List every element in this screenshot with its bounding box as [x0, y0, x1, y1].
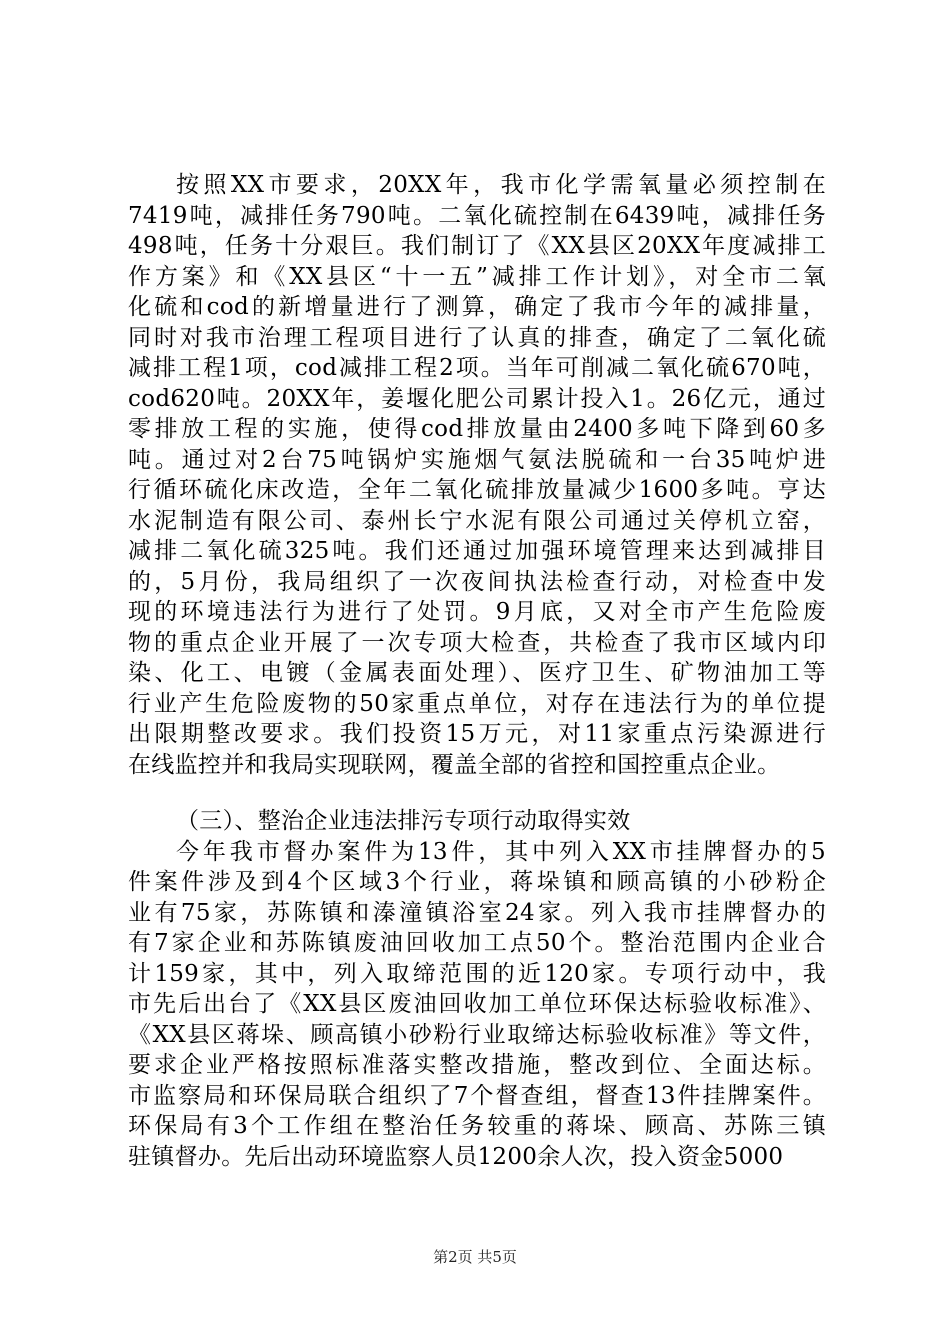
- text-line: 7419吨，减排任务790吨。二氧化硫控制在6439吨，减排任务: [128, 202, 826, 229]
- text-line: 零排放工程的实施，使得cod排放量由2400多吨下降到60多: [128, 416, 826, 442]
- text-line: 498吨，任务十分艰巨。我们制订了《XX县区20XX年度减排工: [128, 233, 826, 259]
- text-line: 行循环硫化床改造，全年二氧化硫排放量减少1600多吨。亨达: [128, 477, 826, 503]
- text-line: 今年我市督办案件为13件，其中列入XX市挂牌督办的5: [176, 838, 826, 865]
- text-line: 市监察局和环保局联合组织了7个督查组，督查13件挂牌案件。: [128, 1082, 826, 1109]
- text-line: 计159家，其中，列入取缔范围的近120家。专项行动中，我: [128, 960, 826, 987]
- text-line: 化硫和cod的新增量进行了测算，确定了我市今年的减排量，: [128, 294, 826, 320]
- paragraph-special-action: [128, 837, 826, 1173]
- section-heading-3: （三）、整治企业违法排污专项行动取得实效: [176, 808, 631, 834]
- paragraph-spacer: [128, 780, 826, 806]
- text-line: 业有75家，苏陈镇和溱潼镇浴室24家。列入我市挂牌督办的: [128, 899, 826, 926]
- text-line: 件案件涉及到4个区域3个行业，蒋垛镇和顾高镇的小砂粉企: [128, 869, 826, 895]
- text-line: 有7家企业和苏陈镇废油回收加工点50个。整治范围内企业合: [128, 930, 826, 956]
- text-line: 在线监控并和我局实现联网，覆盖全部的省控和国控重点企业。: [128, 751, 781, 778]
- text-line: 水泥制造有限公司、泰州长宁水泥有限公司通过关停机立窑，: [128, 507, 826, 534]
- text-line: 吨。通过对2台75吨锅炉实施烟气氨法脱硫和一台35吨炉进: [128, 446, 826, 473]
- text-line: 按照XX市要求，20XX年，我市化学需氧量必须控制在: [176, 172, 826, 198]
- text-line: 现的环境违法行为进行了处罚。9月底，又对全市产生危险废: [128, 599, 826, 625]
- text-line: 行业产生危险废物的50家重点单位，对存在违法行为的单位提: [128, 690, 826, 717]
- text-line: 的，5月份，我局组织了一次夜间执法检查行动，对检查中发: [128, 568, 826, 595]
- text-line: 《XX县区蒋垛、顾高镇小砂粉行业取缔达标验收标准》等文件，: [128, 1021, 826, 1048]
- text-line: cod620吨。20XX年，姜堰化肥公司累计投入1。26亿元，通过: [128, 385, 826, 412]
- text-line: 减排二氧化硫325吨。我们还通过加强环境管理来达到减排目: [128, 538, 826, 564]
- document-body: [128, 170, 826, 1172]
- text-line: 作方案》和《XX县区“十一五”减排工作计划》，对全市二氧: [128, 263, 826, 290]
- text-line: 同时对我市治理工程项目进行了认真的排查，确定了二氧化硫: [128, 324, 826, 351]
- text-line: 环保局有3个工作组在整治任务较重的蒋垛、顾高、苏陈三镇: [128, 1113, 826, 1139]
- text-line: 要求企业严格按照标准落实整改措施，整改到位、全面达标。: [128, 1052, 826, 1078]
- text-line: 染、化工、电镀（金属表面处理）、医疗卫生、矿物油加工等: [128, 660, 826, 686]
- text-line: 市先后出台了《XX县区废油回收加工单位环保达标验收标准》、: [128, 991, 826, 1017]
- text-line: 驻镇督办。先后出动环境监察人员1200余人次，投入资金5000: [128, 1143, 784, 1170]
- text-line: 减排工程1项，cod减排工程2项。当年可削减二氧化硫670吨，: [128, 355, 826, 381]
- paragraph-emission-reduction: [128, 170, 826, 780]
- text-line: 物的重点企业开展了一次专项大检查，共检查了我市区域内印: [128, 629, 826, 656]
- text-line: 出限期整改要求。我们投资15万元，对11家重点污染源进行: [128, 721, 826, 747]
- page-number-footer: 第2页 共5页: [433, 1248, 517, 1266]
